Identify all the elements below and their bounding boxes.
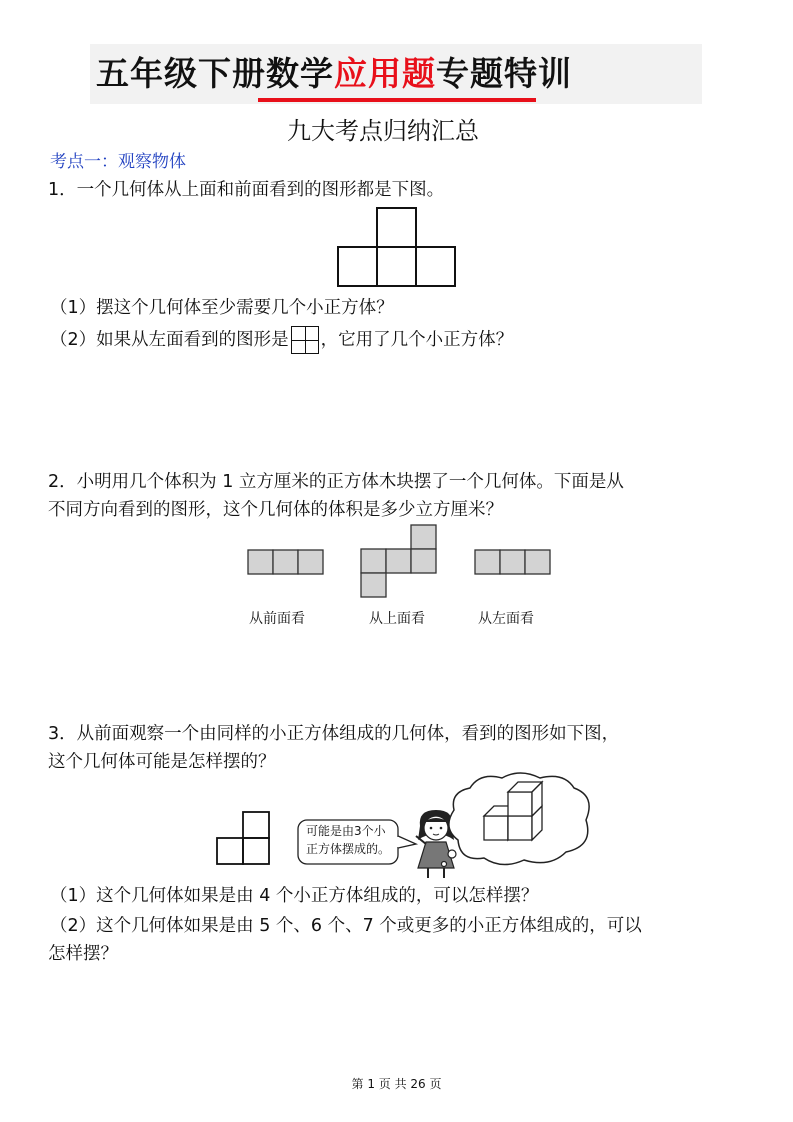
- q1-figure: [336, 206, 460, 290]
- q2-left-view: [473, 548, 553, 576]
- title-underline: [258, 98, 536, 102]
- bubble-line2: 正方体摆成的。: [306, 842, 391, 856]
- q3-sub1: （1）这个几何体如果是由 4 个小正方体组成的，可以怎样摆？: [50, 886, 539, 906]
- top-view-square-mid-1: [361, 549, 386, 573]
- q3-front-figure: [215, 810, 273, 868]
- page-title: [96, 50, 696, 98]
- top-view-square-bottom: [361, 573, 386, 597]
- title-part-1: 五年级下册数学: [96, 54, 334, 93]
- title-part-3: 专题特训: [436, 54, 572, 93]
- front-view-square-1: [248, 550, 273, 574]
- section-heading: 考点一：观察物体: [50, 152, 186, 172]
- q3-line1: 3．从前面观察一个由同样的小正方体组成的几何体，看到的图形如下图，: [48, 724, 620, 744]
- q1-sub2: [50, 326, 513, 354]
- left-view-square-1: [475, 550, 500, 574]
- q1-square-right: [416, 247, 455, 286]
- left-view-square-3: [525, 550, 550, 574]
- title-part-highlight: 应用题: [334, 54, 436, 93]
- q1-sub1: （1）摆这个几何体至少需要几个小正方体？: [50, 298, 394, 318]
- q1-sub2-after: ，它用了几个小正方体？: [320, 330, 514, 350]
- q3-sub2-line2: 怎样摆？: [48, 944, 118, 964]
- q1-text: 1．一个几何体从上面和前面看到的图形都是下图。: [48, 180, 445, 200]
- q2-line1: 2．小明用几个体积为 1 立方厘米的正方体木块摆了一个几何体。下面是从: [48, 472, 624, 492]
- top-view-square-mid-3: [411, 549, 436, 573]
- caption-top: 从上面看: [369, 611, 425, 627]
- q2-front-view: [246, 548, 326, 576]
- q2-top-view: [359, 523, 439, 601]
- q3-square-bottom-right: [243, 838, 269, 864]
- top-view-square-top: [411, 525, 436, 549]
- page-subtitle: 九大考点归纳汇总: [287, 117, 479, 145]
- caption-front: 从前面看: [249, 611, 305, 627]
- bubble-line1: 可能是由3个小: [306, 824, 386, 838]
- q3-square-top: [243, 812, 269, 838]
- caption-left: 从左面看: [478, 611, 534, 627]
- q3-line2: 这个几何体可能是怎样摆的？: [48, 752, 276, 772]
- q3-square-bottom-left: [217, 838, 243, 864]
- q1-square-top: [377, 208, 416, 247]
- q1-square-left: [338, 247, 377, 286]
- thought-cloud: [440, 768, 600, 876]
- front-view-square-3: [298, 550, 323, 574]
- left-view-grid-icon: [291, 326, 319, 354]
- page-footer: 第 1 页 共 26 页: [351, 1077, 442, 1091]
- q2-line2: 不同方向看到的图形，这个几何体的体积是多少立方厘米？: [48, 500, 503, 520]
- q1-square-middle: [377, 247, 416, 286]
- front-view-square-2: [273, 550, 298, 574]
- q1-sub2-before: （2）如果从左面看到的图形是: [50, 330, 289, 350]
- left-view-square-2: [500, 550, 525, 574]
- q3-sub2-line1: （2）这个几何体如果是由 5 个、6 个、7 个或更多的小正方体组成的，可以: [50, 916, 642, 936]
- top-view-square-mid-2: [386, 549, 411, 573]
